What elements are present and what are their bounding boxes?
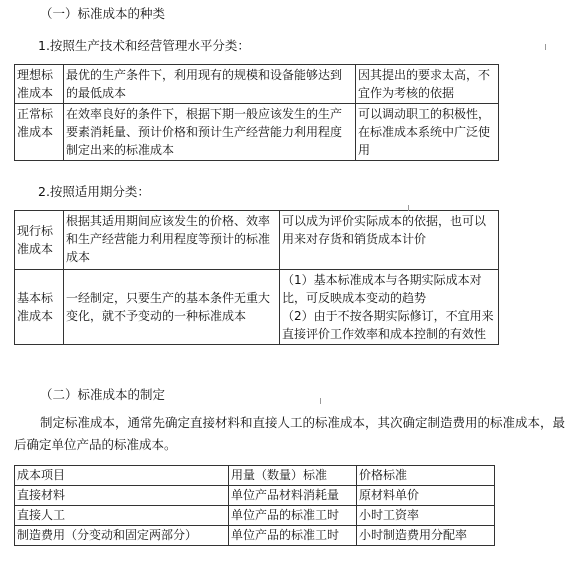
table-cell: 基本标准成本 (15, 270, 64, 345)
table-cell: 原材料单价 (357, 486, 495, 506)
heading-by-technology-and-management: 1.按照生产技术和经营管理水平分类： (38, 38, 250, 53)
table-cell: 可以成为评价实际成本的依据，也可以用来对存货和销货成本计价 (280, 211, 499, 270)
table-row (15, 104, 499, 161)
table-cell: 根据其适用期间应该发生的价格、效率和生产经营能力利用程度等预计的标准成本 (64, 211, 280, 270)
stray-mark (408, 205, 409, 211)
cost-standard-table (14, 465, 495, 546)
table-cell: 因其提出的要求太高，不宜作为考核的依据 (356, 65, 499, 104)
table-cell (280, 270, 499, 345)
table-cell: 单位产品的标准工时 (229, 526, 357, 546)
table-cell: 最优的生产条件下，利用现有的规模和设备能够达到的最低成本 (64, 65, 356, 104)
table-row (15, 65, 499, 104)
table-cell: 一经制定，只要生产的基本条件无重大变化，就不予变动的一种标准成本 (64, 270, 280, 345)
stray-mark (545, 44, 546, 50)
table-header-cell: 成本项目 (15, 466, 229, 486)
table-header-row (15, 466, 495, 486)
table-cell: 理想标准成本 (15, 65, 64, 104)
cell-line: （2）由于不按各期实际修订，不宜用来直接评价工作效率和成本控制的有效性 (282, 309, 494, 341)
cell-line: （1）基本标准成本与各期实际成本对比，可反映成本变动的趋势 (282, 273, 482, 305)
table-header-cell: 用量（数量）标准 (229, 466, 357, 486)
table-row (15, 211, 499, 270)
stray-mark (320, 398, 321, 404)
table-cell: 制造费用（分变动和固定两部分） (15, 526, 229, 546)
table-row (15, 270, 499, 345)
table-cell: 小时制造费用分配率 (357, 526, 495, 546)
table-cell: 可以调动职工的积极性，在标准成本系统中广泛使用 (356, 104, 499, 161)
table-cell: 正常标准成本 (15, 104, 64, 161)
setting-paragraph: 制定标准成本，通常先确定直接材料和直接人工的标准成本，其次确定制造费用的标准成本，最后确定单位产品的标准成本。 (14, 415, 566, 452)
cost-type-table-1 (14, 64, 499, 161)
heading-standard-cost-setting: （二）标准成本的制定 (40, 387, 166, 402)
table-cell: 小时工资率 (357, 506, 495, 526)
heading-by-applicable-period: 2.按照适用期分类： (38, 184, 150, 199)
heading-standard-cost-types: （一）标准成本的种类 (40, 6, 166, 21)
table-cell: 现行标准成本 (15, 211, 64, 270)
table-row (15, 506, 495, 526)
cost-type-table-2 (14, 210, 499, 345)
table-row (15, 486, 495, 506)
table-header-cell: 价格标准 (357, 466, 495, 486)
table-cell: 直接材料 (15, 486, 229, 506)
table-cell: 单位产品的标准工时 (229, 506, 357, 526)
table-cell: 直接人工 (15, 506, 229, 526)
table-cell: 单位产品材料消耗量 (229, 486, 357, 506)
table-cell: 在效率良好的条件下，根据下期一般应该发生的生产要素消耗量、预计价格和预计生产经营能力利用程度制定出来的标准成本 (64, 104, 356, 161)
table-row (15, 526, 495, 546)
